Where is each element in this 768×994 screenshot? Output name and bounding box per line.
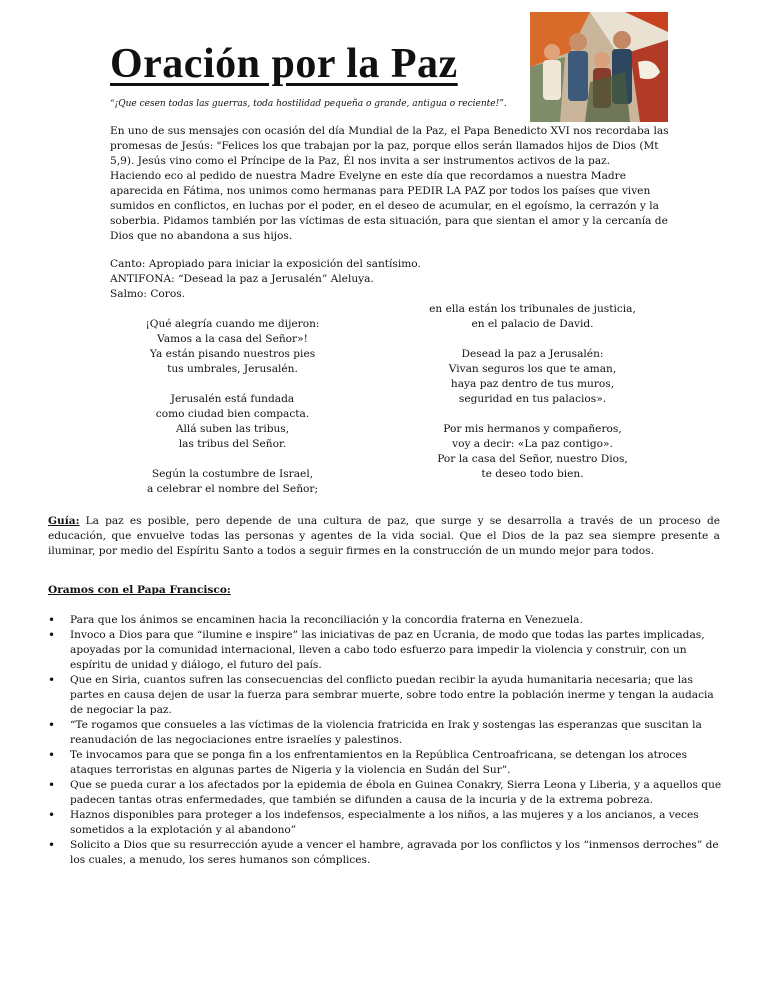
psalm-line: Por la casa del Señor, nuestro Dios, bbox=[437, 453, 628, 465]
prayer-list-item: • Haznos disponibles para proteger a los indefensos, especialmente a los niños, a las mujeres y a los ancianos, a veces sometidos a la explotación y al abandono” bbox=[48, 808, 728, 838]
psalm-line: Según la costumbre de Israel, bbox=[151, 468, 314, 480]
prayer-list-item: • Que en Siria, cuantos sufren las consecuencias del conflicto puedan recibir la ayuda humanitaria necesaria; que las partes en causa dejen de usar la fuerza para sembrar muerte, sobre todo entre la población inerme y tengan la audacia de negociar la paz. bbox=[48, 673, 728, 718]
subtitle-quote: “¡Que cesen todas las guerras, toda hostilidad pequeña o grande, antigua o reciente!”. bbox=[110, 99, 507, 109]
prayer-list-item: • “Te rogamos que consueles a las víctimas de la violencia fratricida en Irak y sostengas las esperanzas que suscitan la reanudación de las negociaciones entre israelíes y palestinos. bbox=[48, 718, 728, 748]
prayer-list-item: • Invoco a Dios para que “ilumine e inspire” las iniciativas de paz en Ucrania, de modo que todas las partes implicadas, apoyadas por la comunidad internacional, lleven a cabo todo esfuerzo para impedir la violencia y construir, con un espíritu de unidad y diálogo, el futuro del país. bbox=[48, 628, 728, 673]
psalm-line: Vamos a la casa del Señor»! bbox=[157, 333, 308, 345]
prayer-list-item: • Solicito a Dios que su resurrección ayude a vencer el hambre, agravada por los conflictos y los “inmensos derroches” de los cuales, a menudo, los seres humanos son cómplices. bbox=[48, 838, 728, 868]
psalm-line: Ya están pisando nuestros pies bbox=[149, 348, 316, 360]
psalm-line: ¡Qué alegría cuando me dijeron: bbox=[145, 318, 320, 330]
psalm-stanza bbox=[120, 392, 345, 452]
psalm-line: como ciudad bien compacta. bbox=[155, 408, 310, 420]
page-title: Oración por la Paz bbox=[110, 41, 458, 87]
canto-section bbox=[110, 257, 510, 302]
antifona-line: ANTIFONA: “Desead la paz a Jerusalén” Aleluya. bbox=[110, 273, 374, 285]
psalm-left-column bbox=[120, 317, 345, 512]
psalm-line: Desead la paz a Jerusalén: bbox=[461, 348, 604, 360]
intro-section bbox=[110, 124, 670, 244]
psalm-stanza bbox=[120, 317, 345, 377]
psalm-line: a celebrar el nombre del Señor; bbox=[146, 483, 319, 495]
psalm-line: Por mis hermanos y compañeros, bbox=[443, 423, 622, 435]
intro-paragraph: En uno de sus mensajes con ocasión del día Mundial de la Paz, el Papa Benedicto XVI nos recordaba las promesas de Jesús: "Felices los que trabajan por la paz, porque ellos serán llamados hijos de Dios (Mt 5,9). Jesús vino como el Príncipe de la Paz, Él nos invita a ser instrumentos activos de la paz. bbox=[110, 125, 669, 167]
canto-line: Canto: Apropiado para iniciar la exposición del santísimo. bbox=[110, 258, 421, 270]
peace-painting-image bbox=[530, 12, 668, 122]
salmo-line: Salmo: Coros. bbox=[110, 288, 186, 300]
psalm-stanza bbox=[120, 467, 345, 497]
psalm-stanza bbox=[400, 422, 665, 482]
psalm-line: Vivan seguros los que te aman, bbox=[448, 363, 617, 375]
psalm-line: en el palacio de David. bbox=[471, 318, 594, 330]
prayer-list-item: • Que se pueda curar a los afectados por la epidemia de ébola en Guinea Conakry, Sierra Leona y Liberia, y a aquellos que padecen tantas otras enfermedades, que también se difunden a causa de la incuria y de la extrema pobreza. bbox=[48, 778, 728, 808]
psalm-line: te deseo todo bien. bbox=[481, 468, 584, 480]
intro-paragraph: Haciendo eco al pedido de nuestra Madre Evelyne en este día que recordamos a nuestra Madre aparecida en Fátima, nos unimos como hermanas para PEDIR LA PAZ por todos los países que viven sumidos en conflictos, en luchas por el poder, en el deseo de acumular, en el egoísmo, la cerrazón y la soberbia. Pidamos también por las víctimas de esta situación, para que sientan el amor y la cercanía de Dios que no abandona a sus hijos. bbox=[110, 170, 668, 242]
prayer-list bbox=[48, 613, 728, 868]
prayer-list-item: • Te invocamos para que se ponga fin a los enfrentamientos en la República Centroafricana, se detengan los atroces ataques terroristas en algunas partes de Nigeria y la violencia en Sudán del Sur”. bbox=[48, 748, 728, 778]
psalm-line: seguridad en tus palacios». bbox=[458, 393, 607, 405]
psalm-line: tus umbrales, Jerusalén. bbox=[167, 363, 298, 375]
prayer-list-item: • Para que los ánimos se encaminen hacia la reconciliación y la concordia fraterna en Venezuela. bbox=[48, 613, 728, 628]
psalm-line: Jerusalén está fundada bbox=[170, 393, 295, 405]
psalm-line: haya paz dentro de tus muros, bbox=[450, 378, 615, 390]
guia-text: La paz es posible, pero depende de una cultura de paz, que surge y se desarrolla a través de un proceso de educación, que envuelve todas las personas y agentes de la vida social. Que el Dios de la paz sea siempre presente a iluminar, por medio del Espíritu Santo a todos a seguir firmes en la construcción de un mundo mejor para todos. bbox=[48, 515, 720, 557]
psalm-line: voy a decir: «La paz contigo». bbox=[452, 438, 613, 450]
psalm-right-column bbox=[400, 302, 665, 497]
oramos-heading: Oramos con el Papa Francisco: bbox=[48, 584, 231, 596]
guia-label: Guía: bbox=[48, 515, 80, 527]
psalm-stanza bbox=[400, 347, 665, 407]
psalm-line: las tribus del Señor. bbox=[178, 438, 287, 450]
psalm-line: Allá suben las tribus, bbox=[175, 423, 290, 435]
psalm-stanza bbox=[400, 302, 665, 332]
psalm-line: en ella están los tribunales de justicia, bbox=[429, 303, 636, 315]
guia-paragraph bbox=[48, 514, 720, 559]
